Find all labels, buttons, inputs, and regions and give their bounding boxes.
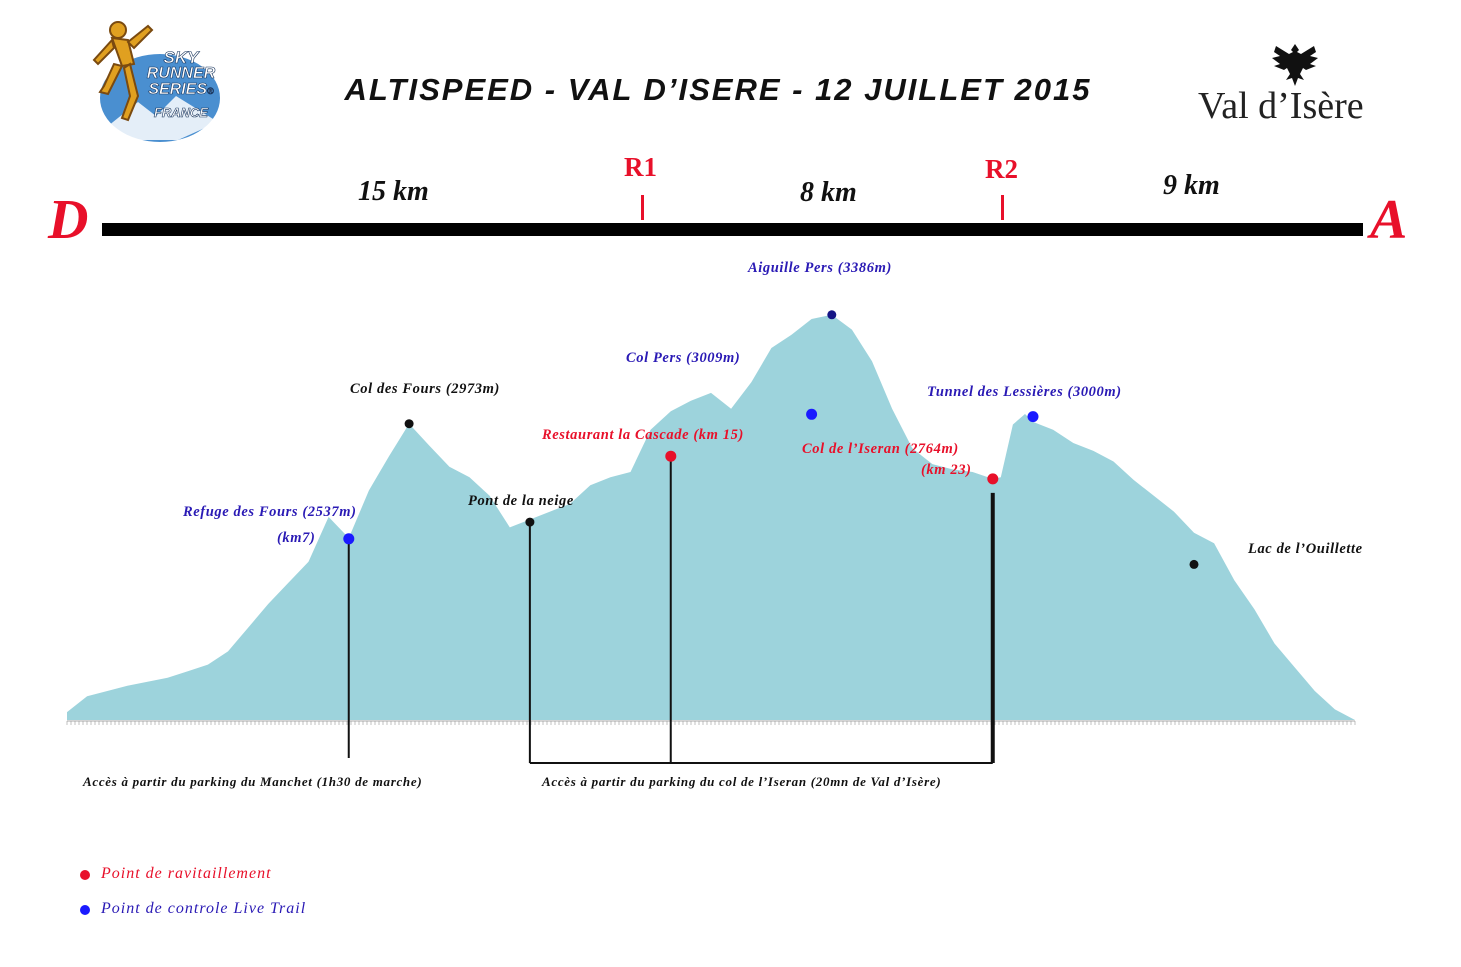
logo-line-sky: SKY — [163, 48, 199, 67]
label-col-de-l-iseran: Col de l’Iseran (2764m) — [802, 441, 959, 457]
legend-live-dot — [80, 905, 90, 915]
refuel-marker-r2: R2 — [985, 154, 1018, 184]
access-note-iseran: Accès à partir du parking du col de l’Iseran (20mn de Val d’Isère) — [542, 774, 942, 789]
marker-col-pers-3009m — [806, 409, 817, 420]
legend-live-label: Point de controle Live Trail — [101, 900, 307, 917]
segment-2-length: 8 km — [800, 177, 857, 208]
label-tunnel-des-lessieres: Tunnel des Lessières (3000m) — [927, 384, 1122, 400]
marker-tunnel-des-lessi-res-3000m — [1028, 411, 1039, 422]
marker-aiguille-pers-3386m — [827, 310, 836, 319]
brand-name: Val d’Isère — [1198, 85, 1364, 127]
refuel-marker-r1: R1 — [624, 152, 657, 182]
legend-refuel-label: Point de ravitaillement — [101, 865, 272, 882]
logo-trademark: ® — [207, 86, 214, 96]
marker-restaurant-la-cascade-km-15 — [665, 451, 676, 462]
label-refuge-km: (km7) — [277, 530, 316, 546]
segment-1-length: 15 km — [358, 176, 429, 207]
segment-3-length: 9 km — [1163, 170, 1220, 201]
logo-line-series: SERIES — [148, 81, 208, 98]
legend-refuel-dot — [80, 870, 90, 880]
label-iseran-km: (km 23) — [921, 462, 972, 478]
label-restaurant-la-cascade: Restaurant la Cascade (km 15) — [542, 427, 744, 443]
finish-marker: A — [1370, 189, 1408, 251]
label-col-des-fours: Col des Fours (2973m) — [350, 381, 500, 397]
access-note-manchet: Accès à partir du parking du Manchet (1h30 de marche) — [83, 774, 423, 789]
page-title: ALTISPEED - VAL D’ISERE - 12 JUILLET 2015 — [344, 72, 1092, 107]
marker-refuge-des-fours-2537m — [343, 533, 354, 544]
label-aiguille-pers: Aiguille Pers (3386m) — [748, 260, 892, 276]
logo-line-runner: RUNNER — [146, 65, 216, 82]
marker-pont-de-la-neige — [525, 518, 534, 527]
label-lac-de-l-ouillette: Lac de l’Ouillette — [1248, 541, 1363, 557]
marker-col-de-l-iseran-2764m — [987, 473, 998, 484]
label-refuge-des-fours: Refuge des Fours (2537m) — [183, 504, 357, 520]
label-col-pers: Col Pers (3009m) — [626, 350, 741, 366]
start-marker: D — [48, 189, 89, 251]
x-axis-ticks — [67, 721, 1355, 725]
logo-line-france: FRANCE — [153, 105, 209, 120]
marker-col-des-fours-2973m — [405, 419, 414, 428]
marker-lac-de-l-ouillette — [1190, 560, 1199, 569]
label-pont-de-la-neige: Pont de la neige — [468, 493, 574, 509]
